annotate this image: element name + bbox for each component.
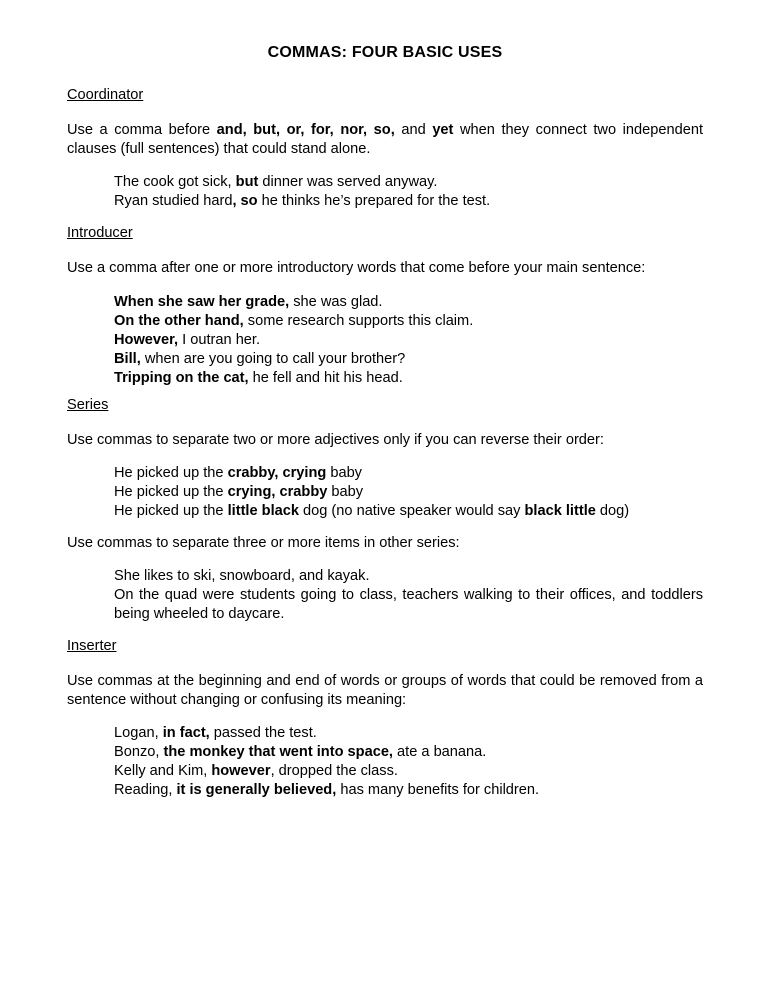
text-run: dinner was served anyway. [258, 174, 438, 190]
example-sentence [114, 502, 703, 521]
bold-run: the monkey that went into space, [163, 744, 393, 760]
section-heading-series: Series [67, 397, 109, 413]
text-run: Reading, [114, 782, 177, 798]
text-run: He picked up the [114, 484, 228, 500]
example-sentence [114, 464, 703, 483]
examples-introducer [114, 293, 703, 388]
text-run: passed the test. [209, 725, 317, 741]
example-sentence [114, 483, 703, 502]
text-run: ate a banana. [393, 744, 487, 760]
section-heading-inserter: Inserter [67, 638, 117, 654]
examples-series-items [114, 567, 703, 624]
text-run: he thinks he’s prepared for the test. [257, 193, 491, 209]
example-sentence: On the quad were students going to class, teachers walking to their offices, and toddlers being wheeled to daycare. [114, 587, 703, 622]
bold-run: little black [227, 503, 299, 519]
text-run: has many benefits for children. [336, 782, 540, 798]
example-sentence [114, 312, 703, 331]
example-sentence [114, 173, 703, 192]
bold-run: Bill, [114, 351, 141, 367]
text-run: when they connect two independent clauses (full sentences) that could stand alone. [67, 122, 704, 157]
rule-series-adjectives: Use commas to separate two or more adjectives only if you can reverse their order: [67, 432, 604, 448]
bold-run: crabby, crying [227, 465, 327, 481]
examples-inserter [114, 724, 703, 800]
bold-run: On the other hand, [114, 313, 244, 329]
examples-coordinator [114, 173, 703, 211]
text-run: The cook got sick, [114, 174, 236, 190]
text-run: He picked up the [114, 503, 228, 519]
text-run: dog (no native speaker would say [298, 503, 525, 519]
example-sentence [114, 762, 703, 781]
text-run: baby [326, 465, 362, 481]
bold-run: However, [114, 332, 179, 348]
bold-run: When she saw her grade, [114, 294, 290, 310]
text-run: dog) [595, 503, 630, 519]
section-heading-coordinator: Coordinator [67, 87, 144, 103]
example-sentence [114, 781, 703, 800]
bold-run: black little [524, 503, 596, 519]
rule-series-items: Use commas to separate three or more items in other series: [67, 535, 460, 551]
bold-run: yet [432, 122, 454, 138]
bold-run: , so [232, 193, 258, 209]
text-run: and [394, 122, 433, 138]
section-heading-introducer: Introducer [67, 225, 133, 241]
text-run: when are you going to call your brother? [140, 351, 406, 367]
bold-run: Tripping on the cat, [114, 370, 249, 386]
text-run: Bonzo, [114, 744, 164, 760]
example-sentence: She likes to ski, snowboard, and kayak. [114, 568, 370, 584]
example-sentence [114, 293, 703, 312]
text-run: Kelly and Kim, [114, 763, 212, 779]
text-run: some research supports this claim. [243, 313, 474, 329]
text-run: Logan, [114, 725, 163, 741]
bold-run: it is generally believed, [176, 782, 337, 798]
text-run: Ryan studied hard [114, 193, 233, 209]
text-run: Use a comma before [67, 122, 217, 138]
bold-run: crying, crabby [227, 484, 328, 500]
rule-inserter: Use commas at the beginning and end of words or groups of words that could be removed from a sentence without changing or confusing its meaning: [67, 673, 703, 708]
bold-run: but [235, 174, 259, 190]
text-run: , dropped the class. [270, 763, 398, 779]
rule-coordinator [67, 121, 703, 159]
text-run: He picked up the [114, 465, 228, 481]
bold-run: however [211, 763, 271, 779]
text-run: he fell and hit his head. [248, 370, 403, 386]
text-run: I outran her. [178, 332, 261, 348]
example-sentence [114, 350, 703, 369]
example-sentence [114, 369, 703, 388]
examples-series-adjectives [114, 464, 703, 521]
example-sentence [114, 331, 703, 350]
example-sentence [114, 743, 703, 762]
example-sentence [114, 724, 703, 743]
bold-run: in fact, [162, 725, 210, 741]
rule-introducer: Use a comma after one or more introductory words that come before your main sentence: [67, 260, 646, 276]
text-run: baby [327, 484, 364, 500]
example-sentence [114, 192, 703, 211]
bold-run: and, but, or, for, nor, so, [216, 122, 395, 138]
text-run: she was glad. [289, 294, 383, 310]
page-title: COMMAS: FOUR BASIC USES [267, 44, 503, 61]
